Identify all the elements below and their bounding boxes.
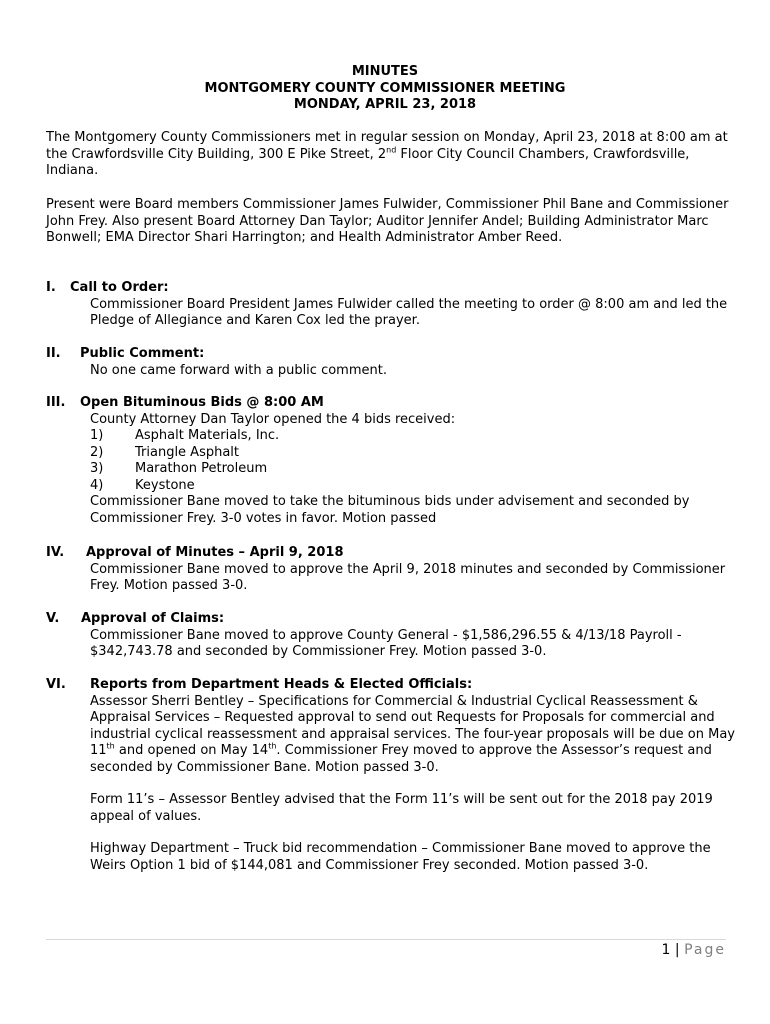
section-body: Commissioner Bane moved to approve the April 9, 2018 minutes and seconded by Commissioner Frey. Motion passed 3-0. [90, 561, 726, 593]
section-heading: II. Public Comment: [46, 346, 205, 361]
document-title [0, 64, 770, 114]
footer-divider [46, 939, 726, 940]
section-public-comment [46, 346, 736, 379]
list-item: 2) Triangle Asphalt [90, 444, 240, 460]
bids-intro: County Attorney Dan Taylor opened the 4 bids received: [90, 411, 456, 427]
title-meeting: MONTGOMERY COUNTY COMMISSIONER MEETING [204, 80, 566, 96]
section-body: Commissioner Bane moved to approve County General - $1,586,296.55 & 4/13/18 Payroll - $342,743.78 and seconded by Commissioner Frey. Motion passed 3-0. [90, 627, 682, 659]
page-number: 1 [661, 942, 671, 958]
section-heading: IV. Approval of Minutes – April 9, 2018 [46, 545, 344, 560]
section-approval-of-minutes [46, 545, 736, 595]
intro-paragraph-session: The Montgomery County Commissioners met in regular session on Monday, April 23, 2018 at 8:00 am at the Crawfordsville City Building, 300 E Pike Street, 2nd Floor City Council Chambers, Crawfordsville, Indiana. [46, 130, 728, 178]
section-bituminous-bids [46, 395, 736, 527]
bids-motion: Commissioner Bane moved to take the bituminous bids under advisement and seconded by Commissioner Frey. 3-0 votes in favor. Motion passed [90, 494, 690, 526]
report-assessor-rfp: Assessor Sherri Bentley – Specifications for Commercial & Industrial Cyclical Reassessment & Appraisal Services – Requested approval to send out Requests for Proposals for commercial and industrial cyclical reassessment and appraisal services. The four-year proposals will be due on May 11th and opened on May 14th. Commissioner Frey moved to approve the Assessor’s request and seconded by Commissioner Bane. Motion passed 3-0. [90, 693, 735, 775]
intro-paragraph-attendance: Present were Board members Commissioner James Fulwider, Commissioner Phil Bane and Commissioner John Frey. Also present Board Attorney Dan Taylor; Auditor Jennifer Andel; Building Administrator Marc Bonwell; EMA Director Shari Harrington; and Health Administrator Amber Reed. [46, 197, 729, 245]
title-date: MONDAY, APRIL 23, 2018 [293, 97, 477, 112]
list-item: 1) Asphalt Materials, Inc. [90, 428, 280, 443]
list-item: 4) Keystone [90, 477, 195, 493]
page-separator: | [674, 942, 680, 958]
section-approval-of-claims [46, 611, 736, 661]
list-item: 3) Marathon Petroleum [90, 461, 268, 476]
report-highway-truck-bid: Highway Department – Truck bid recommendation – Commissioner Bane moved to approve the Weirs Option 1 bid of $144,081 and Commissioner Frey seconded. Motion passed 3-0. [90, 841, 711, 873]
section-body [90, 412, 736, 528]
section-heading: VI. Reports from Department Heads & Elected Officials: [46, 677, 473, 692]
page-label: Page [684, 942, 726, 958]
section-body: No one came forward with a public comment. [90, 362, 387, 378]
section-body [90, 694, 736, 875]
section-heading: I. Call to Order: [46, 280, 169, 295]
section-heading: V. Approval of Claims: [46, 611, 225, 626]
page-footer [662, 942, 726, 959]
section-body: Commissioner Board President James Fulwider called the meeting to order @ 8:00 am and led the Pledge of Allegiance and Karen Cox led the prayer. [90, 296, 728, 328]
section-heading: III. Open Bituminous Bids @ 8:00 AM [46, 395, 324, 410]
title-minutes: MINUTES [351, 64, 419, 79]
section-call-to-order [46, 280, 736, 330]
report-form-11: Form 11’s – Assessor Bentley advised that the Form 11’s will be sent out for the 2018 pay 2019 appeal of values. [90, 792, 713, 824]
section-department-reports [46, 677, 736, 874]
